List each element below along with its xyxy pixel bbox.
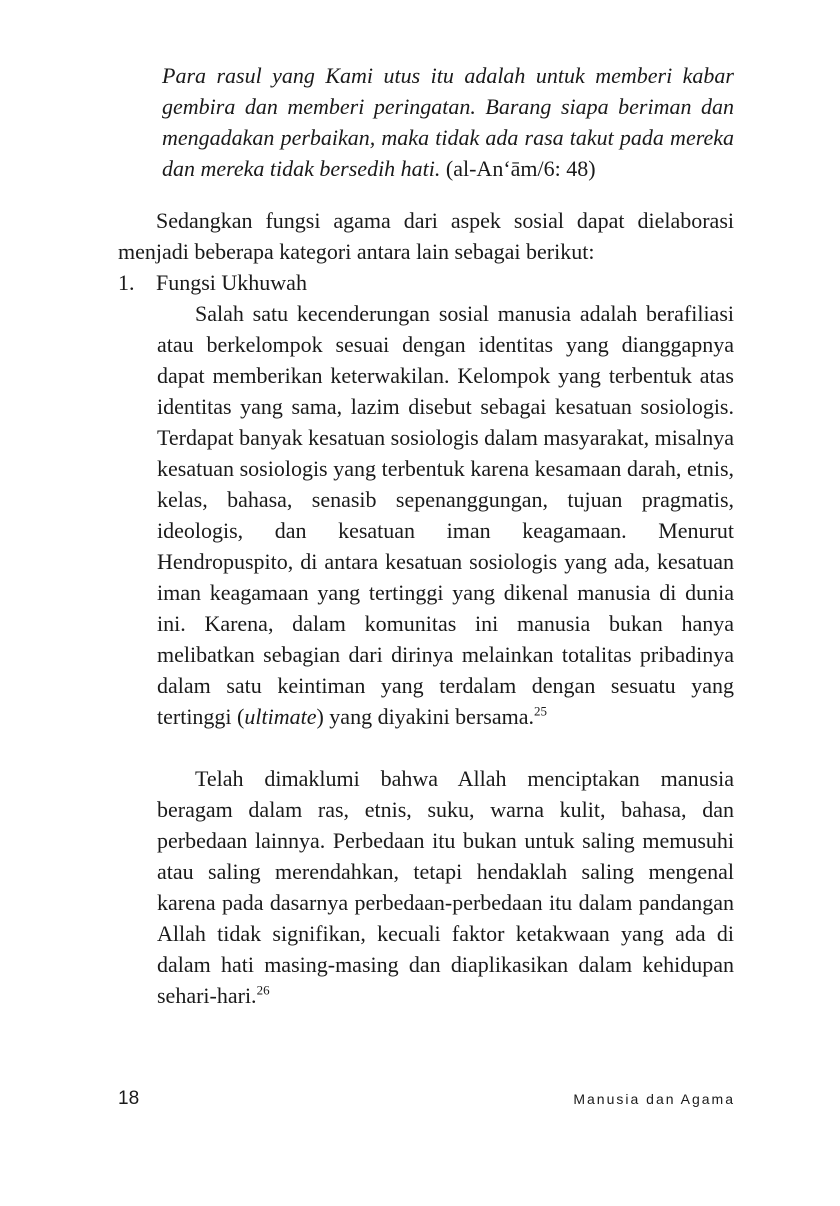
paragraph-ukhuwah	[157, 298, 734, 732]
paragraph1-text: Salah satu kecenderungan sosial manusia adalah berafiliasi atau berkelompok sesuai dengan identitas yang dianggapnya dapat memberikan keterwakilan. Kelompok yang terbentuk atas identitas yang sama, lazim disebut sebagai kesatuan sosiologis. Terdapat banyak kesatuan sosiologis dalam masyarakat, misalnya kesatuan sosiologis yang terbentuk karena kesamaan darah, etnis, kelas, bahasa, senasib sepenanggungan, tujuan pragmatis, ideologis, dan kesatuan iman keagamaan. Menurut Hendropuspito, di antara kesatuan sosiologis yang ada, kesatuan iman keagamaan yang tertinggi yang dikenal manusia di dunia ini. Karena, dalam komunitas ini manusia bukan hanya melibatkan sebagian dari dirinya melainkan totalitas pribadinya dalam satu keintiman yang terdalam dengan sesuatu yang tertinggi (	[157, 301, 735, 729]
page-number: 18	[118, 1088, 140, 1109]
footnote-ref-26[interactable]: 26	[256, 982, 270, 998]
paragraph2-text: Telah dimaklumi bahwa Allah menciptakan manusia beragam dalam ras, etnis, suku, warna kulit, bahasa, dan perbedaan lainnya. Perbedaan itu bukan untuk saling memusuhi atau saling merendahkan, tetapi hendaklah saling mengenal karena pada dasarnya perbedaan-perbedaan itu dalam pandangan Allah tidak signifikan, kecuali faktor ketakwaan yang ada di dalam hati masing-masing dan diaplikasikan dalam kehidupan sehari-hari.	[157, 766, 734, 1008]
paragraph1-italic-term: ultimate	[244, 704, 317, 729]
quote-text: Para rasul yang Kami utus itu adalah untuk memberi kabar gembira dan memberi peringatan. Barang siapa beriman dan mengadakan perbaikan, maka tidak ada rasa takut pada mereka dan mereka tidak bersedih hati.	[162, 63, 734, 181]
paragraph1-text-end: ) yang diyakini bersama.	[316, 704, 534, 729]
list-title: Fungsi Ukhuwah	[156, 270, 307, 295]
list-heading	[118, 267, 734, 298]
running-footer-title: Manusia dan Agama	[573, 1091, 735, 1107]
paragraph-diversity	[157, 763, 734, 1011]
quote-citation: (al-An‘ām/6: 48)	[445, 156, 596, 181]
intro-paragraph: Sedangkan fungsi agama dari aspek sosial dapat dielaborasi menjadi beberapa kategori antara lain sebagai berikut:	[118, 208, 734, 264]
quran-quote	[162, 60, 734, 184]
list-number: 1.	[118, 270, 135, 295]
footnote-ref-25[interactable]: 25	[533, 703, 547, 719]
